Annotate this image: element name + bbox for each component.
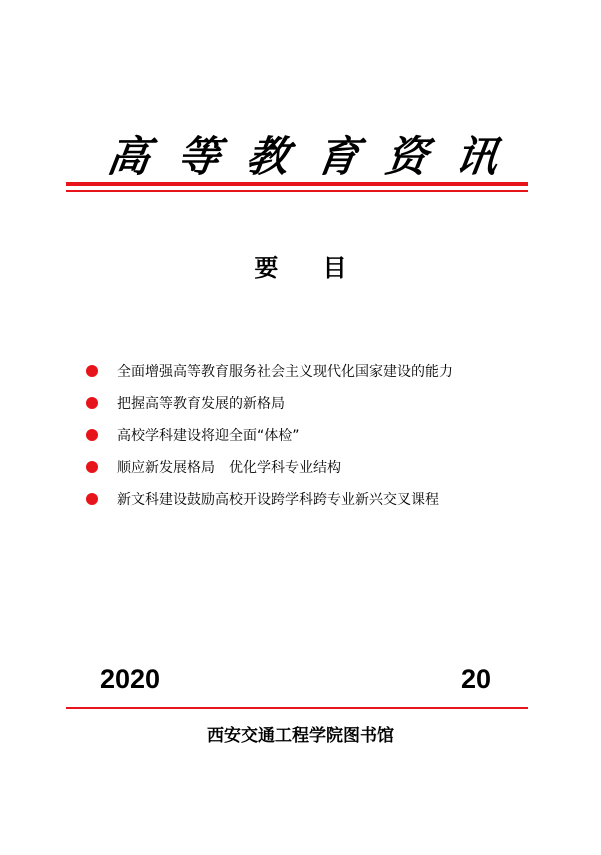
title-char: 育: [312, 132, 362, 181]
red-dot-icon: [86, 493, 98, 505]
list-item-label: 高校学科建设将迎全面“体检”: [117, 428, 300, 444]
list-item[interactable]: [86, 451, 453, 483]
list-item-label: 新文科建设鼓励高校开设跨学科跨专业新兴交叉课程: [117, 492, 439, 508]
heading-char: 目: [322, 253, 347, 282]
issue-number: 20: [460, 664, 491, 694]
footer-divider: [66, 707, 528, 709]
list-item[interactable]: [86, 419, 453, 451]
title-char: 等: [173, 132, 223, 181]
red-dot-icon: [86, 365, 98, 377]
list-item-label: 顺应新发展格局 优化学科专业结构: [117, 460, 341, 476]
red-dot-icon: [86, 429, 98, 441]
list-item-label: 全面增强高等教育服务社会主义现代化国家建设的能力: [117, 364, 453, 380]
contents-list: [86, 355, 453, 515]
journal-title: [66, 124, 528, 184]
red-dot-icon: [86, 397, 98, 409]
issue-year: 2020: [100, 664, 161, 694]
list-item-label: 把握高等教育发展的新格局: [117, 396, 285, 412]
contents-heading: [0, 248, 601, 283]
red-dot-icon: [86, 461, 98, 473]
title-char: 教: [243, 132, 293, 181]
publisher-name: 西安交通工程学院图书馆: [207, 726, 394, 746]
list-item[interactable]: [86, 355, 453, 387]
title-char: 讯: [452, 132, 502, 181]
list-item[interactable]: [86, 387, 453, 419]
title-char: 高: [104, 132, 154, 181]
title-divider-thick: [66, 182, 528, 186]
title-divider-thin: [66, 190, 528, 192]
heading-char: 要: [254, 253, 279, 282]
title-char: 资: [382, 132, 432, 181]
list-item[interactable]: [86, 483, 453, 515]
